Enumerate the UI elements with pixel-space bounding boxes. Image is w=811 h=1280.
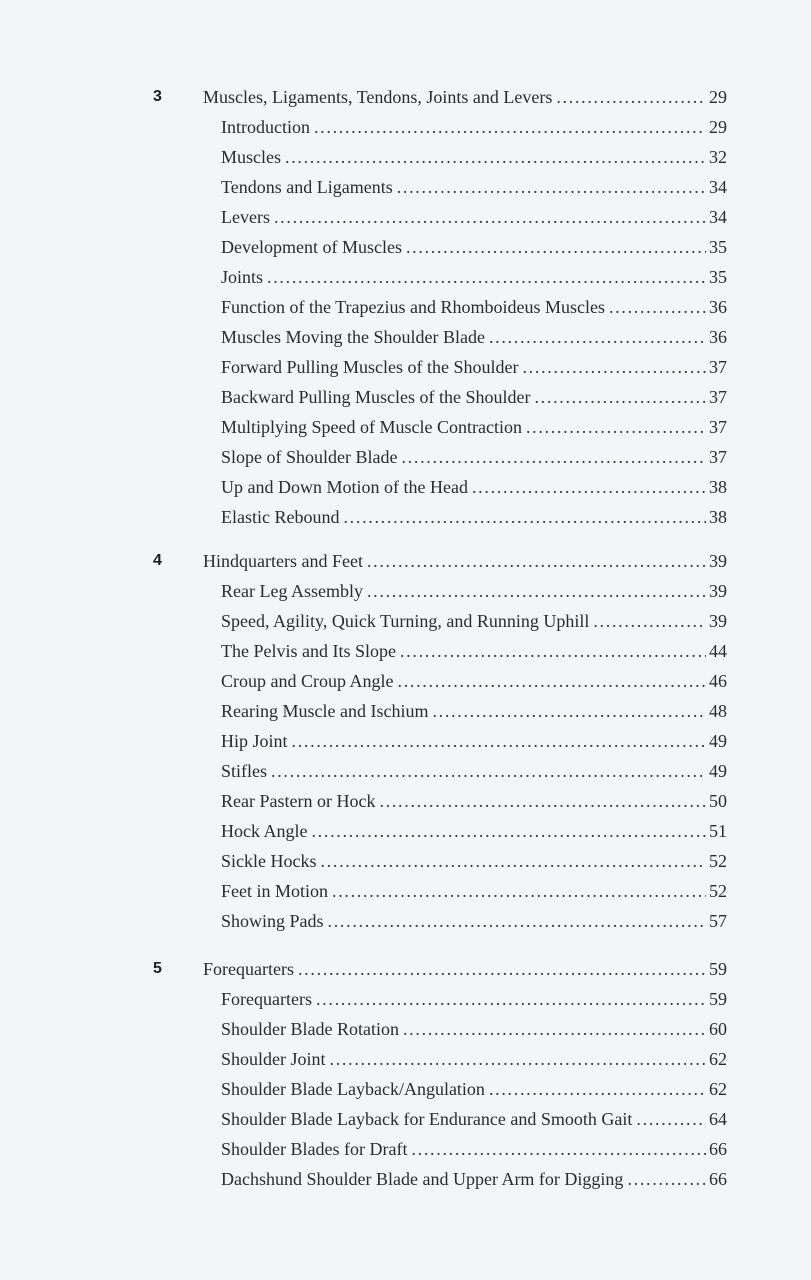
toc-row [221, 1134, 727, 1164]
toc-row [221, 202, 727, 232]
page-number: 38 [709, 477, 727, 497]
entry-title: Muscles Moving the Shoulder Blade [221, 327, 485, 347]
toc-entry[interactable] [0, 382, 811, 412]
toc-entry[interactable] [0, 726, 811, 756]
entry-title: Slope of Shoulder Blade [221, 447, 398, 467]
page-number: 46 [709, 671, 727, 691]
entry-title: Sickle Hocks [221, 851, 317, 871]
toc-entry[interactable] [0, 1164, 811, 1194]
toc-entry[interactable] [0, 502, 811, 532]
chapter-title: Hindquarters and Feet [203, 551, 363, 571]
chapter-heading[interactable] [0, 82, 811, 112]
toc-row [221, 756, 727, 786]
entry-title: Croup and Croup Angle [221, 671, 394, 691]
toc-entry[interactable] [0, 756, 811, 786]
dot-leader [489, 1074, 706, 1104]
toc-entry[interactable] [0, 412, 811, 442]
dot-leader [298, 954, 706, 984]
page-number: 36 [709, 297, 727, 317]
dot-leader [320, 846, 706, 876]
dot-leader [379, 786, 706, 816]
entry-title: Development of Muscles [221, 237, 402, 257]
page-number: 34 [709, 177, 727, 197]
toc-row [203, 954, 727, 984]
entry-title: Hip Joint [221, 731, 288, 751]
toc-entry[interactable] [0, 352, 811, 382]
toc-entry[interactable] [0, 1074, 811, 1104]
entry-title: Function of the Trapezius and Rhomboideus Muscles [221, 297, 605, 317]
dot-leader [311, 816, 706, 846]
toc-row [221, 1164, 727, 1194]
toc-entry[interactable] [0, 142, 811, 172]
page-number: 59 [709, 989, 727, 1009]
toc-entry[interactable] [0, 786, 811, 816]
entry-title: Shoulder Blade Layback/Angulation [221, 1079, 485, 1099]
page-number: 51 [709, 821, 727, 841]
entry-title: Introduction [221, 117, 310, 137]
chapter-title: Muscles, Ligaments, Tendons, Joints and Levers [203, 87, 553, 107]
dot-leader [636, 1104, 706, 1134]
page-number: 37 [709, 417, 727, 437]
entry-title: Shoulder Blades for Draft [221, 1139, 408, 1159]
entry-title: The Pelvis and Its Slope [221, 641, 396, 661]
toc-row [221, 636, 727, 666]
toc-row [221, 906, 727, 936]
page-number: 35 [709, 237, 727, 257]
toc-entry[interactable] [0, 232, 811, 262]
page-number: 60 [709, 1019, 727, 1039]
toc-entry[interactable] [0, 472, 811, 502]
dot-leader [367, 576, 706, 606]
page-number: 38 [709, 507, 727, 527]
toc-row [221, 1104, 727, 1134]
chapter-number: 4 [153, 552, 162, 569]
toc-row [221, 786, 727, 816]
toc-row [221, 846, 727, 876]
page-number: 66 [709, 1139, 727, 1159]
toc-entry[interactable] [0, 984, 811, 1014]
toc-row [203, 546, 727, 576]
toc-row [221, 112, 727, 142]
entry-title: Shoulder Blade Rotation [221, 1019, 399, 1039]
toc-row [221, 1074, 727, 1104]
toc-row [221, 726, 727, 756]
dot-leader [397, 172, 706, 202]
toc-row [221, 576, 727, 606]
toc-row [221, 142, 727, 172]
page-number: 29 [709, 117, 727, 137]
dot-leader [328, 906, 706, 936]
toc-row [221, 876, 727, 906]
entry-title: Showing Pads [221, 911, 324, 931]
dot-leader [526, 412, 706, 442]
dot-leader [406, 232, 706, 262]
toc-row [221, 352, 727, 382]
dot-leader [472, 472, 706, 502]
entry-title: Rearing Muscle and Ischium [221, 701, 429, 721]
page-number: 29 [709, 87, 727, 107]
toc-entry[interactable] [0, 816, 811, 846]
toc-row [221, 232, 727, 262]
entry-title: Forward Pulling Muscles of the Shoulder [221, 357, 519, 377]
page-number: 66 [709, 1169, 727, 1189]
toc-entry[interactable] [0, 292, 811, 322]
dot-leader [609, 292, 706, 322]
chapter-heading[interactable] [0, 546, 811, 576]
toc-row [221, 262, 727, 292]
entry-title: Muscles [221, 147, 281, 167]
entry-title: Elastic Rebound [221, 507, 340, 527]
toc-row [221, 322, 727, 352]
entry-title: Up and Down Motion of the Head [221, 477, 468, 497]
toc-row [221, 1014, 727, 1044]
page-number: 39 [709, 611, 727, 631]
entry-title: Stifles [221, 761, 268, 781]
dot-leader [267, 262, 706, 292]
page-number: 48 [709, 701, 727, 721]
toc-entry[interactable] [0, 606, 811, 636]
toc-entry[interactable] [0, 696, 811, 726]
toc-row [221, 666, 727, 696]
toc-entry[interactable] [0, 262, 811, 292]
toc-entry[interactable] [0, 636, 811, 666]
page-number: 52 [709, 851, 727, 871]
entry-title: Rear Leg Assembly [221, 581, 363, 601]
dot-leader [556, 82, 706, 112]
toc-row [221, 1044, 727, 1074]
toc-entry[interactable] [0, 322, 811, 352]
dot-leader [332, 876, 706, 906]
dot-leader [401, 442, 706, 472]
chapter-number: 5 [153, 960, 162, 977]
page-number: 39 [709, 551, 727, 571]
page-number: 62 [709, 1049, 727, 1069]
dot-leader [343, 502, 706, 532]
entry-title: Shoulder Joint [221, 1049, 326, 1069]
entry-title: Levers [221, 207, 270, 227]
toc-row [221, 606, 727, 636]
toc-row [203, 82, 727, 112]
page-number: 49 [709, 731, 727, 751]
page-number: 34 [709, 207, 727, 227]
entry-title: Multiplying Speed of Muscle Contraction [221, 417, 522, 437]
chapter-heading[interactable] [0, 954, 811, 984]
toc-row [221, 816, 727, 846]
toc-row [221, 472, 727, 502]
toc-entry[interactable] [0, 112, 811, 142]
dot-leader [271, 756, 706, 786]
page-number: 62 [709, 1079, 727, 1099]
entry-title: Dachshund Shoulder Blade and Upper Arm for Digging [221, 1169, 624, 1189]
page-number: 57 [709, 911, 727, 931]
chapter-number: 3 [153, 88, 162, 105]
toc-entry[interactable] [0, 1104, 811, 1134]
toc-entry[interactable] [0, 1014, 811, 1044]
toc-entry[interactable] [0, 172, 811, 202]
page-number: 39 [709, 581, 727, 601]
toc-entry[interactable] [0, 1044, 811, 1074]
toc-row [221, 442, 727, 472]
page-number: 64 [709, 1109, 727, 1129]
dot-leader [367, 546, 706, 576]
dot-leader [534, 382, 706, 412]
entry-title: Feet in Motion [221, 881, 328, 901]
dot-leader [285, 142, 706, 172]
dot-leader [316, 984, 706, 1014]
dot-leader [274, 202, 706, 232]
toc-row [221, 412, 727, 442]
dot-leader [411, 1134, 706, 1164]
dot-leader [627, 1164, 706, 1194]
toc-entry[interactable] [0, 576, 811, 606]
toc-entry[interactable] [0, 666, 811, 696]
page-number: 32 [709, 147, 727, 167]
dot-leader [398, 666, 707, 696]
toc-entry[interactable] [0, 442, 811, 472]
toc-entry[interactable] [0, 906, 811, 936]
entry-title: Tendons and Ligaments [221, 177, 393, 197]
toc-row [221, 984, 727, 1014]
toc-row [221, 502, 727, 532]
dot-leader [593, 606, 706, 636]
page-number: 37 [709, 387, 727, 407]
page-number: 35 [709, 267, 727, 287]
page-number: 52 [709, 881, 727, 901]
page-number: 50 [709, 791, 727, 811]
dot-leader [522, 352, 706, 382]
entry-title: Shoulder Blade Layback for Endurance and Smooth Gait [221, 1109, 633, 1129]
dot-leader [314, 112, 706, 142]
toc-entry[interactable] [0, 202, 811, 232]
toc-row [221, 292, 727, 322]
page-number: 37 [709, 447, 727, 467]
entry-title: Hock Angle [221, 821, 308, 841]
entry-title: Backward Pulling Muscles of the Shoulder [221, 387, 531, 407]
page-number: 44 [709, 641, 727, 661]
page-number: 36 [709, 327, 727, 347]
entry-title: Forequarters [221, 989, 312, 1009]
dot-leader [400, 636, 706, 666]
toc-entry[interactable] [0, 1134, 811, 1164]
toc-row [221, 382, 727, 412]
entry-title: Speed, Agility, Quick Turning, and Running Uphill [221, 611, 590, 631]
toc-row [221, 172, 727, 202]
page-number: 37 [709, 357, 727, 377]
dot-leader [432, 696, 706, 726]
chapter-title: Forequarters [203, 959, 294, 979]
entry-title: Rear Pastern or Hock [221, 791, 376, 811]
dot-leader [489, 322, 706, 352]
dot-leader [292, 726, 706, 756]
entry-title: Joints [221, 267, 264, 287]
page-number: 59 [709, 959, 727, 979]
dot-leader [330, 1044, 706, 1074]
dot-leader [403, 1014, 706, 1044]
toc-row [221, 696, 727, 726]
toc-entry[interactable] [0, 846, 811, 876]
page-number: 49 [709, 761, 727, 781]
toc-entry[interactable] [0, 876, 811, 906]
